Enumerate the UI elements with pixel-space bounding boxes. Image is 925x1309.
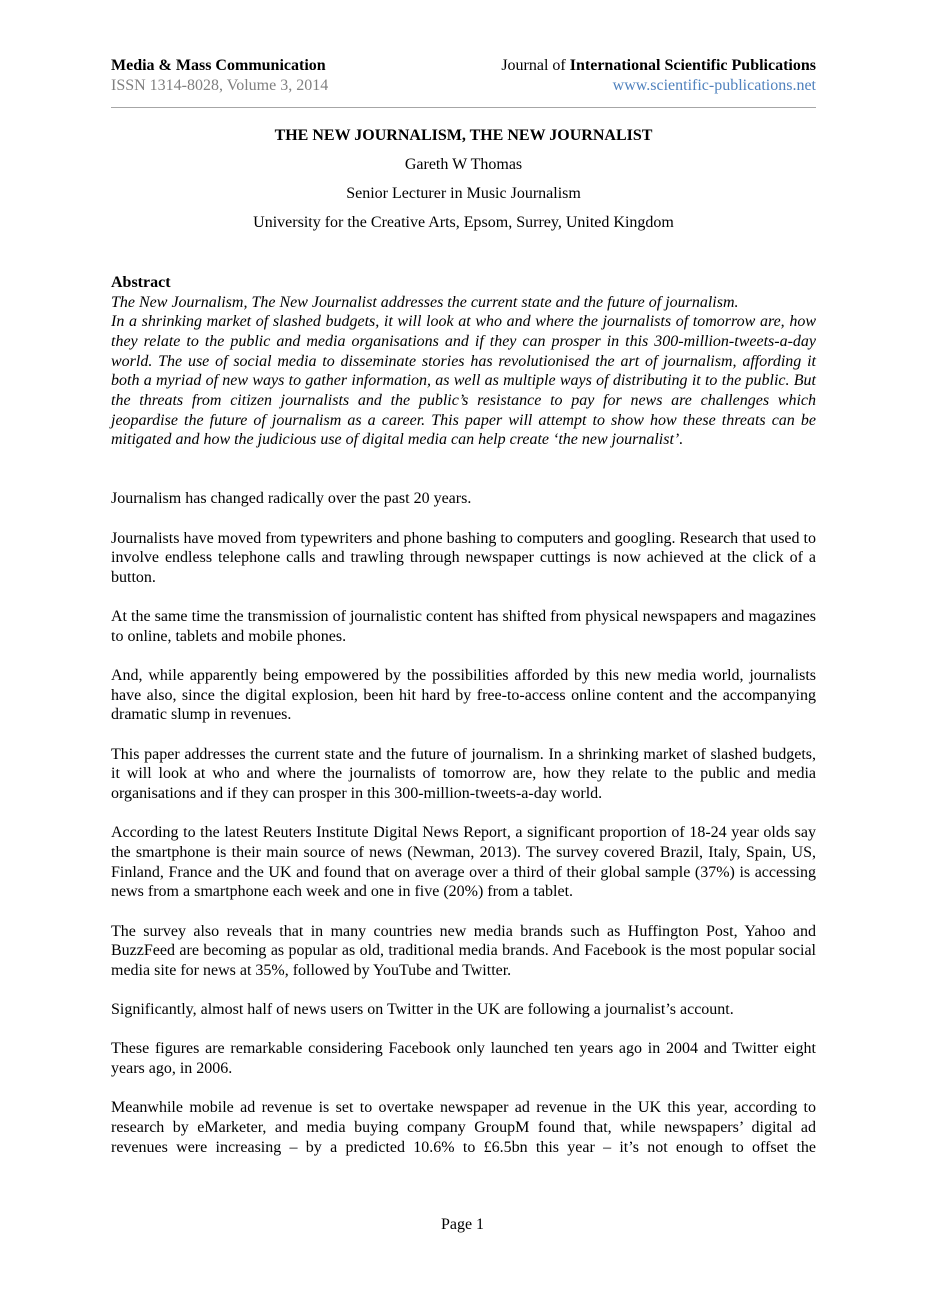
- abstract-line1: The New Journalism, The New Journalist addresses the current state and the future of journalism.: [111, 293, 739, 311]
- paragraph: Meanwhile mobile ad revenue is set to overtake newspaper ad revenue in the UK this year, according to research by eMarketer, and media buying company GroupM found that, while newspapers’ digital ad revenues were increasing – by a predicted 10.6% to £6.5bn this year – it’s not enough to offset the: [111, 1099, 816, 1156]
- abstract: [111, 273, 816, 450]
- paragraph: According to the latest Reuters Institute Digital News Report, a significant proportion of 18-24 year olds say the smartphone is their main source of news (Newman, 2013). The survey covered Brazil, Italy, Spain, US, Finland, France and the UK and found that on average over a third of their global sample (37%) is accessing news from a smartphone each week and one in five (20%) from a tablet.: [111, 824, 816, 901]
- paragraph: These figures are remarkable considering Facebook only launched ten years ago in 2004 and Twitter eight years ago, in 2006.: [111, 1040, 816, 1078]
- affiliation: University for the Creative Arts, Epsom, Surrey, United Kingdom: [253, 214, 674, 231]
- paper-body: [111, 273, 816, 1177]
- paragraph: And, while apparently being empowered by the possibilities afforded by this new media world, journalists have also, since the digital explosion, been hit hard by free-to-access online content and the accompanying dramatic slump in revenues.: [111, 667, 816, 724]
- page-number: Page 1: [440, 1216, 485, 1233]
- website-link[interactable]: www.scientific-publications.net: [612, 77, 816, 94]
- paragraph: Journalists have moved from typewriters and phone bashing to computers and googling. Research that used to involve endless telephone calls and trawling through newspaper cuttings is now achieved at the click of a button.: [111, 529, 816, 586]
- journal-name: International Scientific Publications: [569, 57, 816, 74]
- abstract-text: In a shrinking market of slashed budgets, it will look at who and where the journalists of tomorrow are, how they relate to the public and media organisations and if they can prosper in this 300-million-tweets-a-day world. The use of social media to disseminate stories has revolutionised the art of journalism, affording it both a myriad of new ways to gather information, as well as multiple ways of distributing it to the public. But the threats from citizen journalists and the public’s resistance to pay for news are challenges which jeopardise the future of journalism as a career. This paper will attempt to show how these threats can be mitigated and how the judicious use of digital media can help create ‘the new journalist’.: [111, 313, 816, 449]
- abstract-heading: Abstract: [111, 274, 171, 291]
- header-divider: [111, 107, 816, 108]
- page-header: [111, 56, 816, 96]
- journal-prefix: Journal of: [501, 57, 570, 74]
- paragraph: At the same time the transmission of journalistic content has shifted from physical newspapers and magazines to online, tablets and mobile phones.: [111, 608, 816, 645]
- paper-title: THE NEW JOURNALISM, THE NEW JOURNALIST: [274, 127, 653, 144]
- paragraph: The survey also reveals that in many countries new media brands such as Huffington Post, Yahoo and BuzzFeed are becoming as popular as old, traditional media brands. And Facebook is the most popular social media site for news at 35%, followed by YouTube and Twitter.: [111, 922, 816, 979]
- journal-title: [501, 56, 816, 76]
- paragraph: This paper addresses the current state and the future of journalism. In a shrinking market of slashed budgets, it will look at who and where the journalists of tomorrow are, how they relate to the public and media organisations and if they can prosper in this 300-million-tweets-a-day world.: [111, 745, 816, 802]
- author: Gareth W Thomas: [404, 156, 523, 173]
- issn: ISSN 1314-8028, Volume 3, 2014: [111, 77, 329, 94]
- paragraph: Significantly, almost half of news users on Twitter in the UK are following a journalist’s account.: [111, 1001, 734, 1019]
- journal-section: Media & Mass Communication: [111, 57, 326, 74]
- paragraph: Journalism has changed radically over the past 20 years.: [111, 490, 472, 508]
- author-position: Senior Lecturer in Music Journalism: [346, 185, 581, 202]
